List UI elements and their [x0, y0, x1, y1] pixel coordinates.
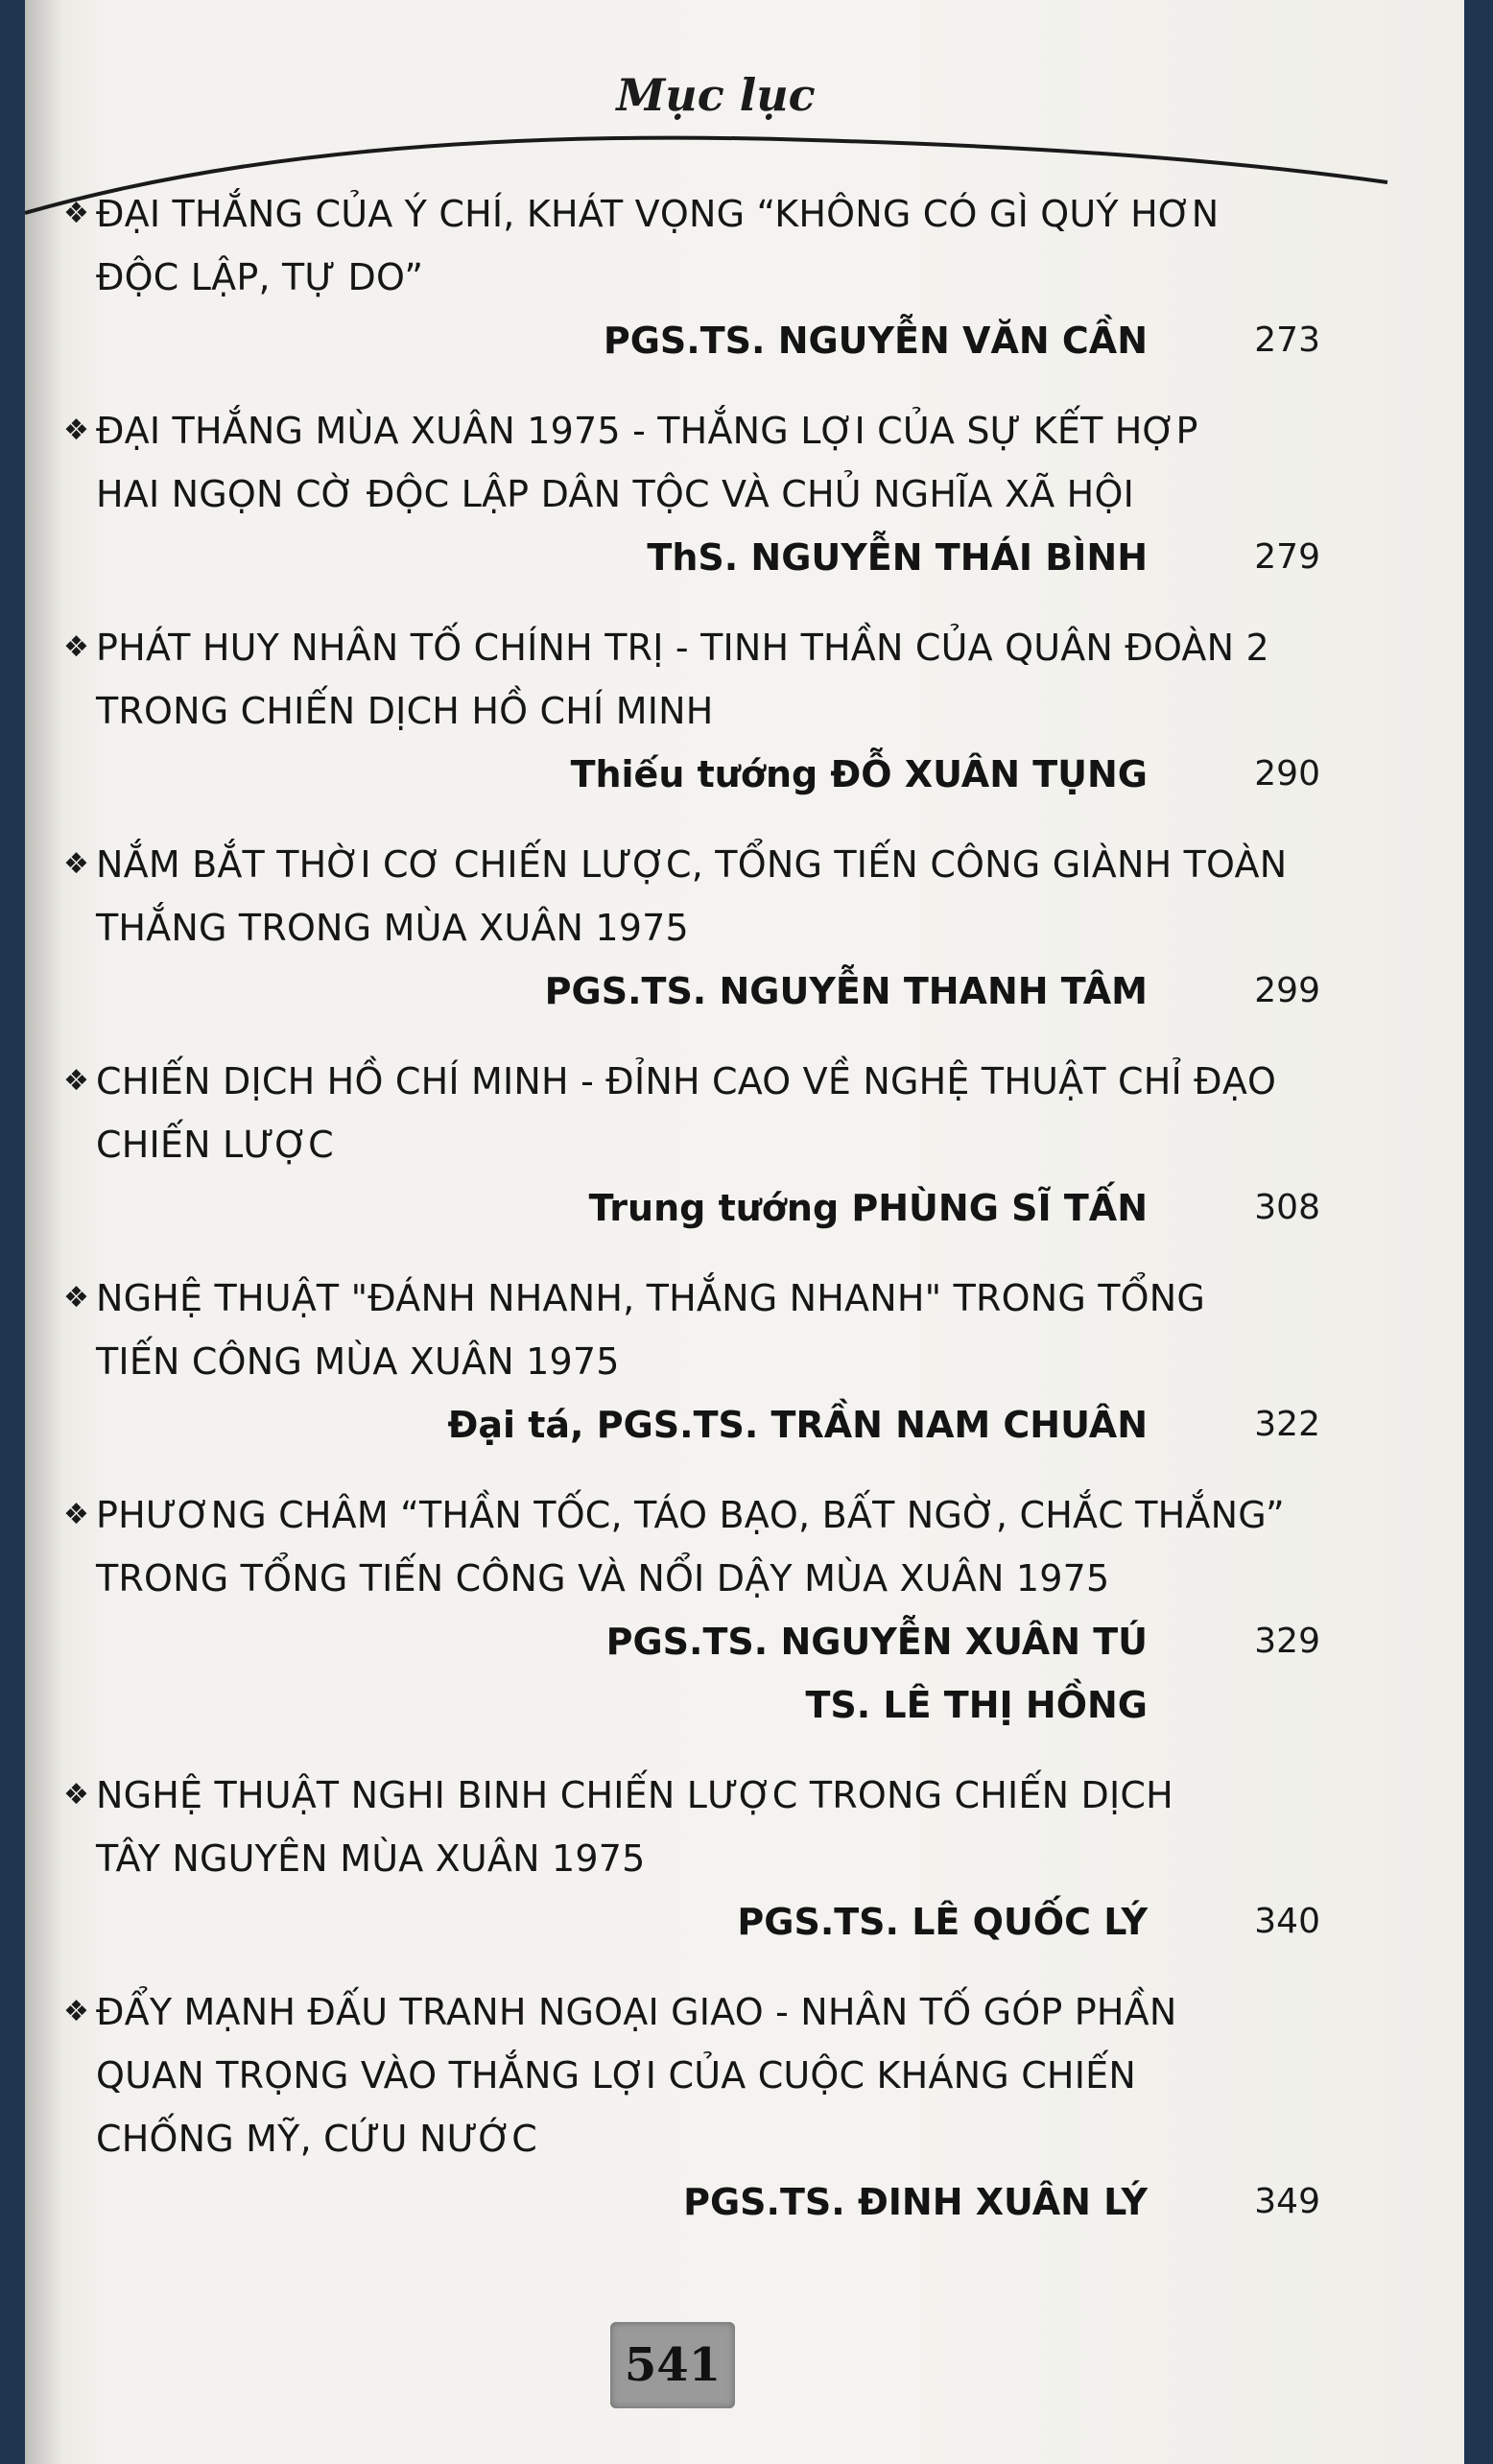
toc-entry-title-text: TRONG CHIẾN DỊCH HỒ CHÍ MINH [96, 690, 714, 732]
toc-entry-title-text: HAI NGỌN CỜ ĐỘC LẬP DÂN TỘC VÀ CHỦ NGHĨA XÃ HỘI [96, 473, 1134, 515]
diamond-bullet-icon: ❖ [63, 847, 90, 881]
toc-entry-author-row [63, 1673, 1378, 1737]
toc-entry [63, 1483, 1378, 1737]
toc-entry-author: ThS. NGUYỄN THÁI BÌNH [647, 536, 1148, 579]
toc-entry [63, 1980, 1378, 2234]
toc-entry-title-text: TRONG TỔNG TIẾN CÔNG VÀ NỔI DẬY MÙA XUÂN 1975 [96, 1557, 1110, 1599]
diamond-bullet-icon: ❖ [63, 414, 90, 447]
diamond-bullet-icon: ❖ [63, 1995, 90, 2028]
spine-shadow [25, 0, 63, 2464]
toc-entry-title-line [63, 2044, 1378, 2107]
toc-entry-title-line [63, 246, 1378, 309]
toc-entry-title-line [63, 1050, 1378, 1113]
toc-entry-title-text: TIẾN CÔNG MÙA XUÂN 1975 [96, 1340, 620, 1383]
toc-entry-title-line [63, 399, 1378, 462]
toc-entry-author: PGS.TS. LÊ QUỐC LÝ [737, 1901, 1148, 1943]
toc-entry [63, 1267, 1378, 1457]
toc-entry-title-text: PHÁT HUY NHÂN TỐ CHÍNH TRỊ - TINH THẦN CỦA QUÂN ĐOÀN 2 [96, 627, 1269, 669]
toc-entry-title-line [63, 896, 1378, 960]
toc-entry-title-text: CHIẾN DỊCH HỒ CHÍ MINH - ĐỈNH CAO VỀ NGHỆ THUẬT CHỈ ĐẠO [96, 1060, 1277, 1102]
toc-entry [63, 399, 1378, 589]
toc-entry-author: Thiếu tướng ĐỖ XUÂN TỤNG [570, 753, 1148, 795]
table-of-contents [63, 182, 1378, 2261]
toc-entry-page-number: 279 [1254, 537, 1320, 577]
toc-entry-title-text: NGHỆ THUẬT "ĐÁNH NHANH, THẮNG NHANH" TRONG TỔNG [96, 1277, 1206, 1319]
toc-entry [63, 1764, 1378, 1954]
toc-entry-title-line [63, 1827, 1378, 1890]
toc-entry-title-line [63, 1113, 1378, 1176]
toc-entry-title-text: ĐỘC LẬP, TỰ DO” [96, 256, 424, 298]
toc-entry-title-line [63, 616, 1378, 679]
diamond-bullet-icon: ❖ [63, 1064, 90, 1098]
toc-entry [63, 833, 1378, 1023]
toc-entry-page-number: 308 [1254, 1188, 1320, 1227]
toc-entry-title-line [63, 1764, 1378, 1827]
toc-entry [63, 1050, 1378, 1240]
toc-entry-author: Trung tướng PHÙNG SĨ TẤN [588, 1187, 1148, 1229]
toc-entry-page-number: 340 [1254, 1902, 1320, 1941]
toc-entry-title-line [63, 679, 1378, 743]
toc-entry-author: PGS.TS. NGUYỄN VĂN CẦN [603, 320, 1148, 362]
toc-entry-author-row [63, 2170, 1378, 2234]
toc-entry-author: PGS.TS. ĐINH XUÂN LÝ [683, 2181, 1148, 2223]
toc-entry-author: Đại tá, PGS.TS. TRẦN NAM CHUÂN [447, 1404, 1148, 1446]
toc-entry-title-text: ĐẠI THẮNG MÙA XUÂN 1975 - THẮNG LỢI CỦA SỰ KẾT HỢP [96, 410, 1198, 452]
page-title: Mục lục [616, 69, 816, 121]
toc-entry-author-row [63, 526, 1378, 589]
toc-entry-title-text: CHIẾN LƯỢC [96, 1124, 334, 1166]
toc-entry-page-number: 329 [1254, 1622, 1320, 1661]
toc-entry-title-text: THẮNG TRONG MÙA XUÂN 1975 [96, 907, 689, 949]
diamond-bullet-icon: ❖ [63, 197, 90, 230]
toc-entry-page-number: 273 [1254, 320, 1320, 360]
toc-entry-author-row [63, 1890, 1378, 1954]
toc-entry-title-text: PHƯƠNG CHÂM “THẦN TỐC, TÁO BẠO, BẤT NGỜ, CHẮC THẮNG” [96, 1494, 1285, 1536]
toc-entry-title-line [63, 1980, 1378, 2044]
toc-entry-author-row [63, 743, 1378, 806]
toc-entry-author-row [63, 960, 1378, 1023]
toc-entry-title-line [63, 833, 1378, 896]
toc-entry-title-line [63, 182, 1378, 246]
toc-entry-title-text: QUAN TRỌNG VÀO THẮNG LỢI CỦA CUỘC KHÁNG CHIẾN [96, 2054, 1136, 2097]
page-number: 541 [610, 2322, 735, 2408]
book-page [25, 0, 1464, 2464]
toc-entry-title-text: CHỐNG MỸ, CỨU NƯỚC [96, 2118, 538, 2160]
toc-entry-author: PGS.TS. NGUYỄN THANH TÂM [544, 970, 1148, 1012]
toc-entry-author: PGS.TS. NGUYỄN XUÂN TÚ [605, 1621, 1148, 1663]
toc-entry-title-line [63, 1483, 1378, 1547]
toc-entry-title-text: NẮM BẮT THỜI CƠ CHIẾN LƯỢC, TỔNG TIẾN CÔNG GIÀNH TOÀN [96, 843, 1288, 886]
toc-entry-title-line [63, 2107, 1378, 2170]
toc-entry-page-number: 290 [1254, 754, 1320, 794]
toc-entry-title-line [63, 462, 1378, 526]
toc-entry [63, 616, 1378, 806]
toc-entry-title-line [63, 1267, 1378, 1330]
toc-entry-author-row [63, 1393, 1378, 1457]
diamond-bullet-icon: ❖ [63, 1281, 90, 1315]
toc-entry-title-text: NGHỆ THUẬT NGHI BINH CHIẾN LƯỢC TRONG CHIẾN DỊCH [96, 1774, 1173, 1816]
toc-entry-author-row [63, 1176, 1378, 1240]
diamond-bullet-icon: ❖ [63, 1778, 90, 1812]
toc-entry-page-number: 349 [1254, 2182, 1320, 2221]
toc-entry-title-line [63, 1330, 1378, 1393]
toc-entry-title-line [63, 1547, 1378, 1610]
diamond-bullet-icon: ❖ [63, 630, 90, 664]
toc-entry-page-number: 299 [1254, 971, 1320, 1010]
toc-entry-author-row [63, 309, 1378, 372]
toc-entry-title-text: ĐẨY MẠNH ĐẤU TRANH NGOẠI GIAO - NHÂN TỐ GÓP PHẦN [96, 1991, 1177, 2033]
toc-entry [63, 182, 1378, 372]
toc-entry-author-row [63, 1610, 1378, 1673]
toc-entry-author: TS. LÊ THỊ HỒNG [805, 1684, 1148, 1726]
toc-entry-title-text: TÂY NGUYÊN MÙA XUÂN 1975 [96, 1837, 646, 1880]
diamond-bullet-icon: ❖ [63, 1498, 90, 1531]
toc-entry-page-number: 322 [1254, 1405, 1320, 1444]
toc-entry-title-text: ĐẠI THẮNG CỦA Ý CHÍ, KHÁT VỌNG “KHÔNG CÓ GÌ QUÝ HƠN [96, 193, 1220, 235]
